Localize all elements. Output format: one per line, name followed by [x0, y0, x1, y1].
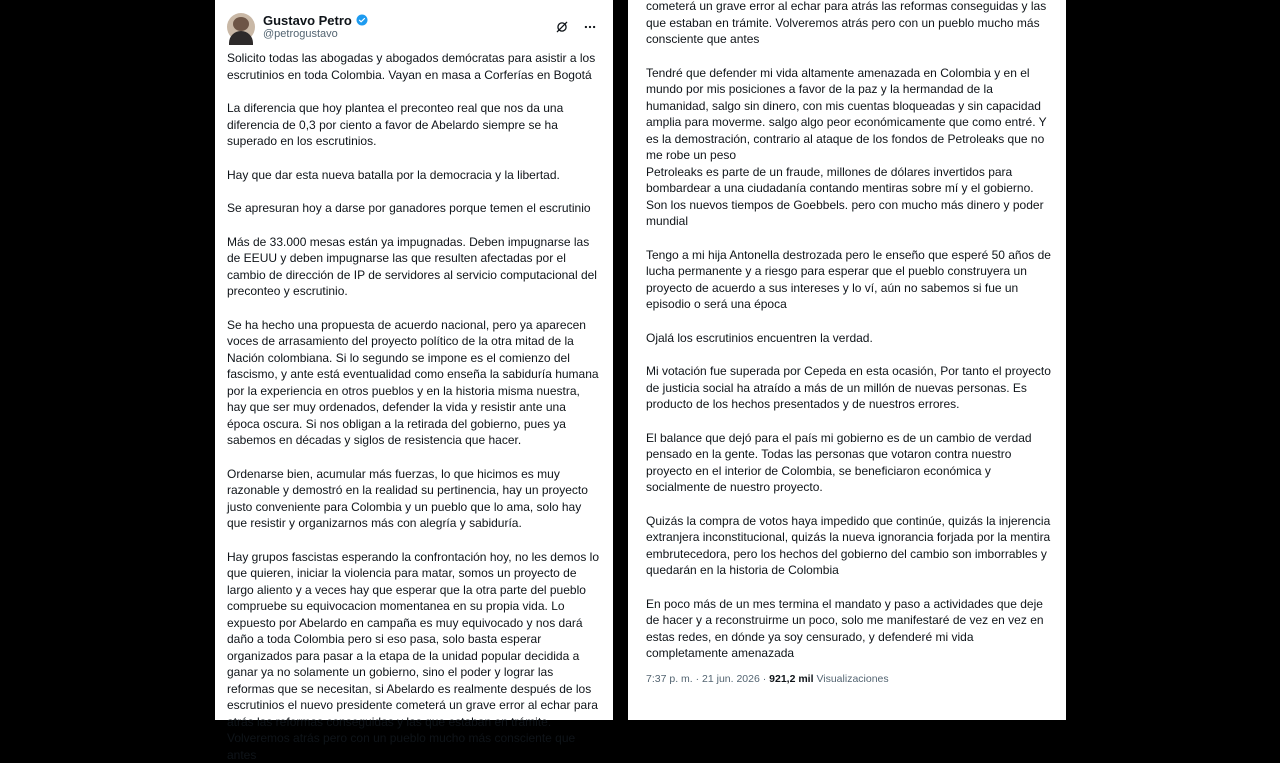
author-block [263, 13, 368, 42]
post-text-left [227, 50, 601, 763]
post-header [227, 4, 601, 50]
post-paragraph: Se ha hecho una propuesta de acuerdo nacional, pero ya aparecen voces de arrasamiento del proyecto político de la otra mitad de la Nación colombiana. Si lo segundo se impone es el comienzo del fascismo, y ante está eventualidad como enseña la sabiduría humana por la experiencia en otros pueblos y en la historia misma nuestra, hay que ser muy ordenados, defender la vida y resistir ante una época oscura. Si nos obligan a la retirada del gobierno, pues ya sabemos en décadas y siglos de resistencia que hacer. [227, 317, 601, 449]
post-timestamp[interactable]: 7:37 p. m. · 21 jun. 2026 · [646, 673, 769, 685]
post-paragraph: Más de 33.000 mesas están ya impugnadas. Deben impugnarse las de EEUU y deben impugnarse las que resulten afectadas por el cambio de dirección de IP de servidores al servicio computacional del preconteo y escrutinio. [227, 234, 601, 300]
post-paragraph: Hay grupos fascistas esperando la confrontación hoy, no les demos lo que quieren, iniciar la violencia para matar, somos un proyecto de largo aliento y a veces hay que esperar que la otra parte del pueblo compruebe su equivocacion momentanea en su propia vida. Lo expuesto por Abelardo en campaña es muy equivocado y nos dará daño a toda Colombia pero si eso pasa, solo basta esperar organizados para pasar a la etapa de la unidad popular decidida a ganar ya no solamente un gobierno, sino el poder y lograr las reformas que se necesitan, si Abelardo es realmente después de los escrutinios el nuevo presidente cometerá un grave error al echar para atrás las reformas conseguidas y las que estaban en trámite. Volveremos atrás pero con un pueblo mucho más consciente que antes [227, 549, 601, 763]
post-panel-left [215, 0, 613, 720]
post-paragraph: Quizás la compra de votos haya impedido que continúe, quizás la injerencia extranjera inconstitucional, quizás la nueva ignorancia forjada por la mentira embrutecedora, pero los hechos del gobierno del cambio son imborrables y quedarán en la historia de Colombia [646, 513, 1054, 579]
views-label: Visualizaciones [814, 673, 889, 685]
post-meta [646, 673, 1054, 685]
post-paragraph: cometerá un grave error al echar para atrás las reformas conseguidas y las que estaban en trámite. Volveremos atrás pero con un pueblo mucho más consciente que antes [646, 0, 1054, 48]
author-handle[interactable]: @petrogustavo [263, 28, 368, 41]
grok-icon[interactable] [555, 20, 569, 34]
post-paragraph: En poco más de un mes termina el mandato y paso a actividades que deje de hacer y a reconstruirme un poco, solo me manifestaré de vez en vez en estas redes, en dónde ya soy censurado, y defenderé mi vida completamente amenazada [646, 596, 1054, 662]
post-paragraph: El balance que dejó para el país mi gobierno es de un cambio de verdad pensado en la gente. Todas las personas que votaron contra nuestro proyecto en el interior de Colombia, se beneficiaron económica y socialmente de nuestro proyecto. [646, 430, 1054, 496]
avatar[interactable] [227, 13, 255, 41]
post-text-right [646, 0, 1054, 662]
post-paragraph: Hay que dar esta nueva batalla por la democracia y la libertad. [227, 167, 601, 184]
author-name[interactable]: Gustavo Petro [263, 13, 352, 29]
more-options-icon[interactable] [583, 20, 597, 34]
post-paragraph: Mi votación fue superada por Cepeda en esta ocasión, Por tanto el proyecto de justicia social ha atraído a más de un millón de nuevas personas. Es producto de los hechos presentados y de nuestros errores. [646, 363, 1054, 413]
post-panel-right [628, 0, 1066, 720]
post-paragraph: Ordenarse bien, acumular más fuerzas, lo que hicimos es muy razonable y demostró en la realidad su pertinencia, hay un proyecto justo conveniente para Colombia y un pueblo que lo ama, solo hay que resistir y organizarnos más con alegría y sabiduría. [227, 466, 601, 532]
post-paragraph: La diferencia que hoy plantea el preconteo real que nos da una diferencia de 0,3 por ciento a favor de Abelardo siempre se ha superado en los escrutinios. [227, 100, 601, 150]
post-paragraph: Se apresuran hoy a darse por ganadores porque temen el escrutinio [227, 200, 601, 217]
post-paragraph: Tendré que defender mi vida altamente amenazada en Colombia y en el mundo por mis posiciones a favor de la paz y la hermandad de la humanidad, salgo sin dinero, con mis cuentas bloqueadas y sin capacidad amplia para moverme. salgo algo peor económicamente que como entré. Y es la demostración, contrario al ataque de los fondos de Petroleaks que no me robe un peso Petroleaks es parte de un fraude, millones de dólares invertidos para bombardear a una ciudadanía contando mentiras sobre mí y el gobierno. Son los nuevos tiempos de Goebbels. pero con mucho más dinero y poder mundial [646, 65, 1054, 230]
post-paragraph: Ojalá los escrutinios encuentren la verdad. [646, 330, 1054, 347]
post-paragraph: Solicito todas las abogadas y abogados demócratas para asistir a los escrutinios en toda Colombia. Vayan en masa a Corferías en Bogotá [227, 50, 601, 83]
view-count: 921,2 mil [769, 673, 813, 685]
post-paragraph: Tengo a mi hija Antonella destrozada pero le enseño que esperé 50 años de lucha permanente y a riesgo para esperar que el pueblo construyera un proyecto de acuerdo a sus intereses y lo ví, aún no sabemos si fue un episodio o será una época [646, 247, 1054, 313]
verified-badge-icon [356, 14, 368, 26]
